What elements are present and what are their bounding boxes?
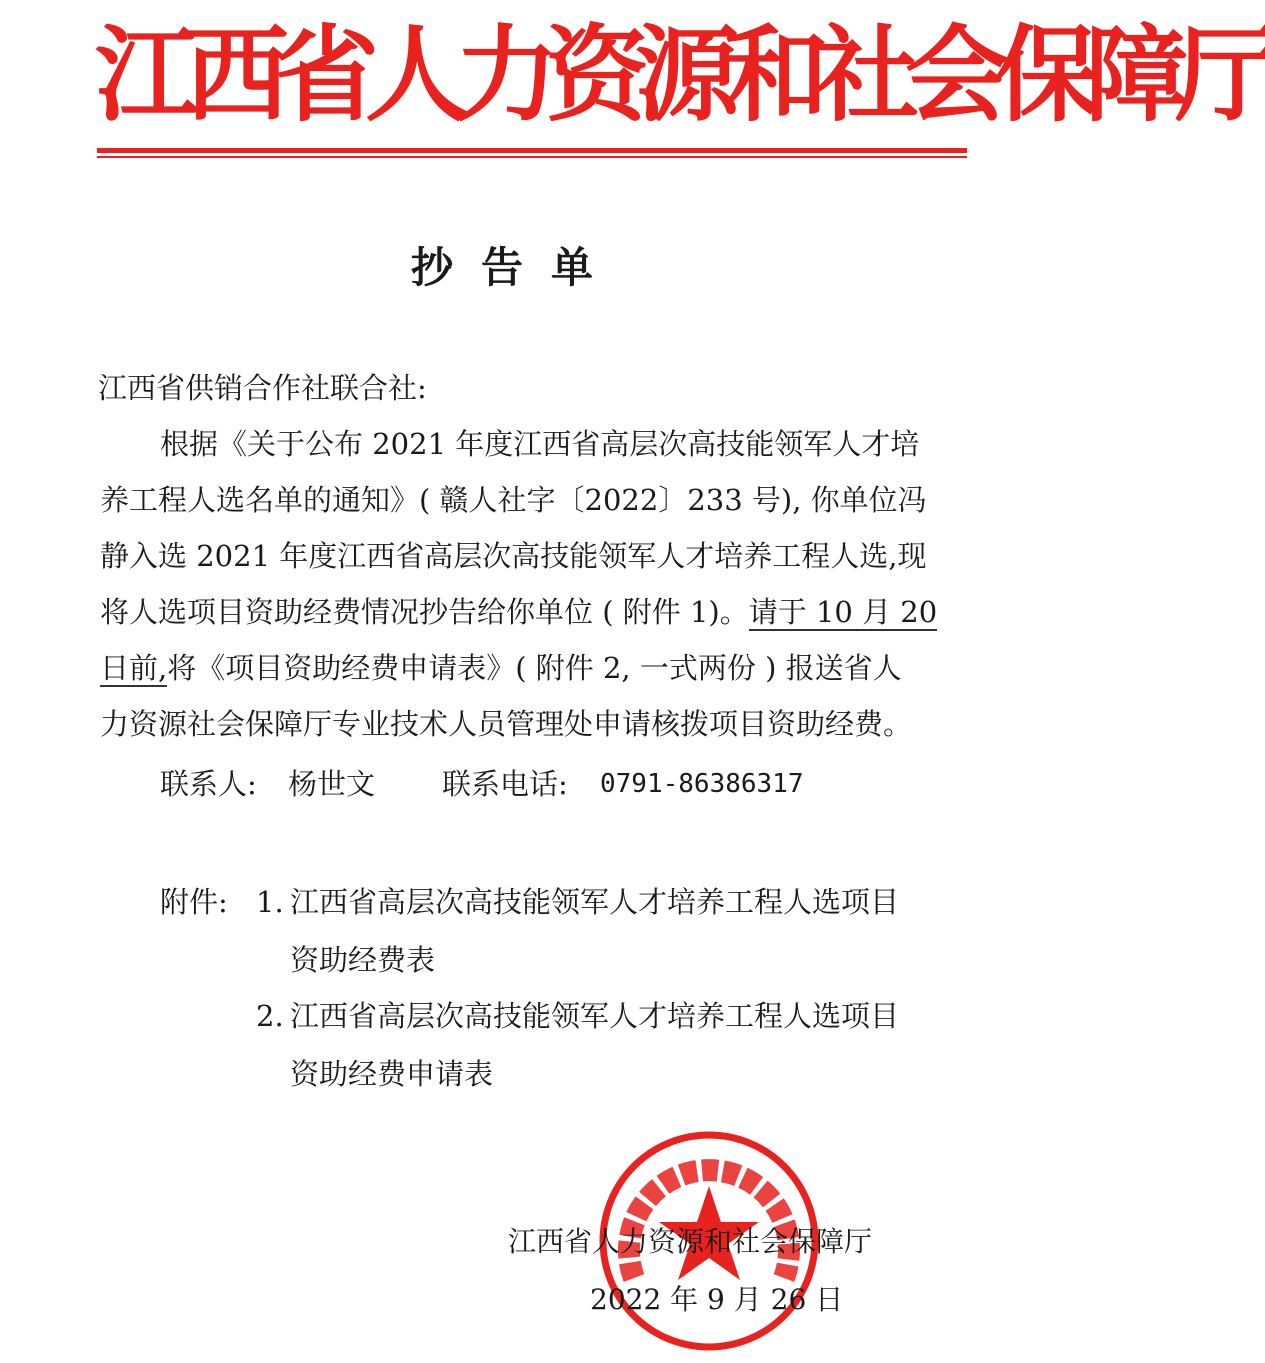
letterhead-title: 江西省人力资源和社会保障厅 (95, 13, 1265, 136)
addressee: 江西省供销合作社联合社: (98, 371, 427, 405)
body-line-5 (100, 648, 902, 688)
attachment-2-line1: 江西省高层次高技能领军人才培养工程人选项目 (290, 999, 900, 1033)
body-line-2: 养工程人选名单的通知》( 赣人社字〔2022〕233 号), 你单位冯 (100, 483, 927, 517)
document-title: 抄告单 (410, 243, 621, 292)
deadline-underlined-cont: 日前, (100, 651, 168, 685)
attachment-2-number: 2. (256, 999, 284, 1033)
body-line-6: 力资源社会保障厅专业技术人员管理处申请核拨项目资助经费。 (100, 707, 913, 741)
attachment-2-line2: 资助经费申请表 (290, 1057, 494, 1091)
body-line-1: 根据《关于公布 2021 年度江西省高层次高技能领军人才培 (160, 427, 920, 461)
attachments-label: 附件: (160, 885, 228, 919)
body-line-5-text: 将《项目资助经费申请表》( 附件 2, 一式两份 ) 报送省人 (167, 651, 902, 685)
deadline-underlined: 请于 10 月 20 (748, 595, 938, 629)
letterhead-rule-thin (97, 156, 967, 158)
issuer-name: 江西省人力资源和社会保障厅 (508, 1225, 873, 1258)
contact-person-label: 联系人: (160, 767, 257, 801)
attachment-1-line2: 资助经费表 (290, 943, 436, 977)
attachment-1-number: 1. (256, 885, 284, 919)
attachment-1-line1: 江西省高层次高技能领军人才培养工程人选项目 (290, 885, 900, 919)
letterhead-rule-thick (97, 148, 967, 153)
contact-phone: 0791-86386317 (600, 769, 804, 799)
body-line-4 (100, 592, 937, 632)
contact-person-name: 杨世文 (288, 767, 376, 801)
issue-date: 2022 年 9 月 26 日 (590, 1283, 844, 1316)
body-line-3: 静入选 2021 年度江西省高层次高技能领军人才培养工程人选,现 (100, 539, 927, 573)
contact-phone-label: 联系电话: (442, 767, 568, 801)
body-line-4-text: 将人选项目资助经费情况抄告给你单位 ( 附件 1)。 (100, 595, 749, 629)
